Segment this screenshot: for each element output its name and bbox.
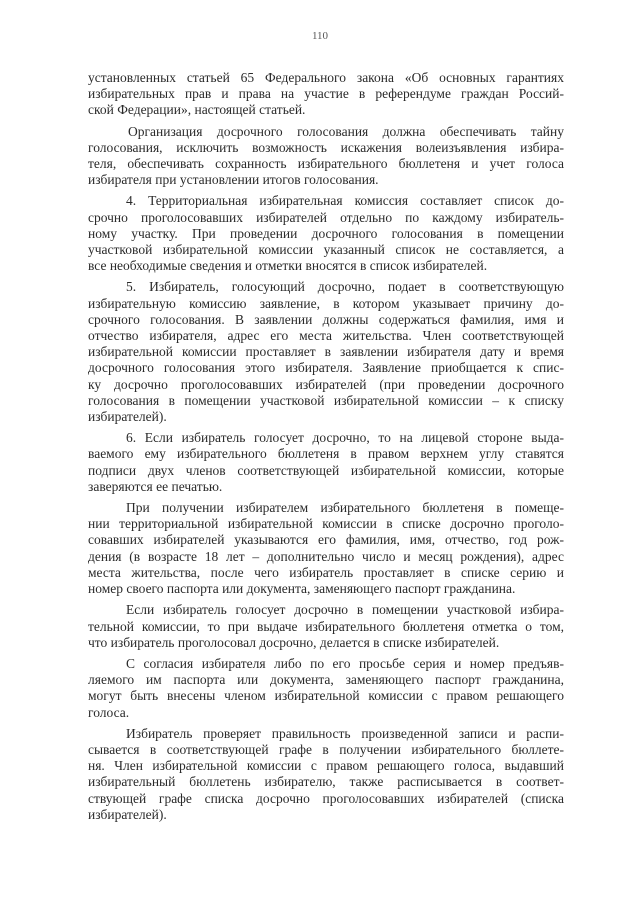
text-line: ваемого ему избирательного бюллетеня в правом верхнем углу ставятся (88, 446, 564, 462)
text-line: 6. Если избиратель голосует досрочно, то на лицевой стороне выда- (126, 430, 564, 446)
text-line: 5. Избиратель, голосующий досрочно, подает в соответствующую (126, 279, 564, 295)
text-line: номер своего паспорта или документа, заменяющего паспорт гражданина. (88, 581, 516, 597)
text-line: сывается в соответствующей графе в получении избирательного бюллете- (88, 741, 564, 757)
paragraph (88, 656, 564, 721)
text-line: все необходимые сведения и отметки вносятся в список избирателей. (88, 258, 488, 274)
text-line: Организация досрочного голосования должна обеспечивать тайну (128, 123, 564, 139)
text-line: избирательной комиссии проставляет в заявлении избирателя дату и время (88, 344, 564, 360)
text-line: тельной комиссии, то при выдаче избирательного бюллетеня отметка о том, (88, 618, 564, 634)
paragraph (88, 602, 564, 651)
text-line: избирателей). (88, 806, 167, 822)
paragraph (88, 70, 564, 119)
text-line: подписи двух членов соответствующей избирательной комиссии, которые (88, 462, 564, 478)
text-line: 4. Территориальная избирательная комиссия составляет список до- (126, 193, 564, 209)
paragraph (88, 726, 564, 823)
text-line: Если избиратель голосует досрочно в помещении участковой избира- (126, 602, 564, 618)
text-line: срочно проголосовавших избирателей отдельно по каждому избиратель- (88, 209, 564, 225)
text-line: избирательный бюллетень избирателю, также расписывается в соответ- (88, 774, 564, 790)
text-line: совавших избирателей указываются его фамилия, имя, отчество, год рож- (88, 532, 564, 548)
text-line: голоса. (88, 704, 130, 720)
text-line: ляемого им паспорта или документа, заменяющего паспорт гражданина, (88, 672, 564, 688)
paragraph (88, 500, 564, 597)
text-line: С согласия избирателя либо по его просьбе серия и номер предъяв- (126, 655, 564, 671)
text-line: ствующей графе списка досрочно проголосовавших избирателей (списка (88, 790, 564, 806)
text-line: досрочного голосования этого избирателя. Заявление приобщается к спис- (88, 360, 564, 376)
text-line: избирательных прав и права на участие в референдуме граждан Россий- (88, 86, 564, 102)
text-line: срочного голосования. В заявлении должны содержаться фамилия, имя и (88, 311, 564, 327)
text-line: голосования, исключить возможность искажения волеизъявления избира- (88, 139, 564, 155)
paragraph (88, 193, 564, 274)
text-line: установленных статьей 65 Федерального закона «Об основных гарантиях (88, 70, 564, 85)
text-line: избирательную комиссию заявление, в котором указывает причину до- (88, 295, 564, 311)
text-line: избирателя при установлении итогов голосования. (88, 172, 379, 188)
page-number: 110 (311, 30, 329, 42)
text-line: отчество избирателя, адрес его места жительства. Член соответствующей (88, 328, 564, 344)
text-line: заверяются ее печатью. (88, 478, 223, 494)
text-line: теля, обеспечивать сохранность избирательного бюллетеня и учет голоса (88, 156, 564, 172)
text-line: что избиратель проголосовал досрочно, делается в списке избирателей. (88, 634, 500, 650)
text-line: ня. Член избирательной комиссии с правом решающего голоса, выдавший (88, 758, 564, 774)
text-line: места жительства, после чего избиратель проставляет в списке серию и (88, 564, 564, 580)
text-line: могут быть внесены членом избирательной комиссии с правом решающего (88, 688, 564, 704)
text-line: дения (в возрасте 18 лет – дополнительно число и месяц рождения), адрес (88, 548, 564, 564)
text-line: ской Федерации», настоящей статьей. (88, 102, 306, 118)
paragraph (88, 430, 564, 495)
paragraph (88, 124, 564, 189)
paragraph (88, 279, 564, 425)
text-line: ному участку. При проведении досрочного голосования в помещении (88, 225, 564, 241)
text-line: ку досрочно проголосовавших избирателей (при проведении досрочного (88, 376, 564, 392)
text-line: участковой избирательной комиссии указанный список не составляется, а (88, 242, 564, 258)
text-line: При получении избирателем избирательного бюллетеня в помеще- (126, 500, 564, 516)
document-body (88, 70, 564, 828)
text-line: голосования в помещении участковой избирательной комиссии – к списку (88, 392, 564, 408)
text-line: избирателей). (88, 409, 167, 425)
text-line: Избиратель проверяет правильность произведенной записи и распи- (126, 725, 564, 741)
text-line: нии территориальной избирательной комиссии в списке досрочно проголо- (88, 516, 564, 532)
